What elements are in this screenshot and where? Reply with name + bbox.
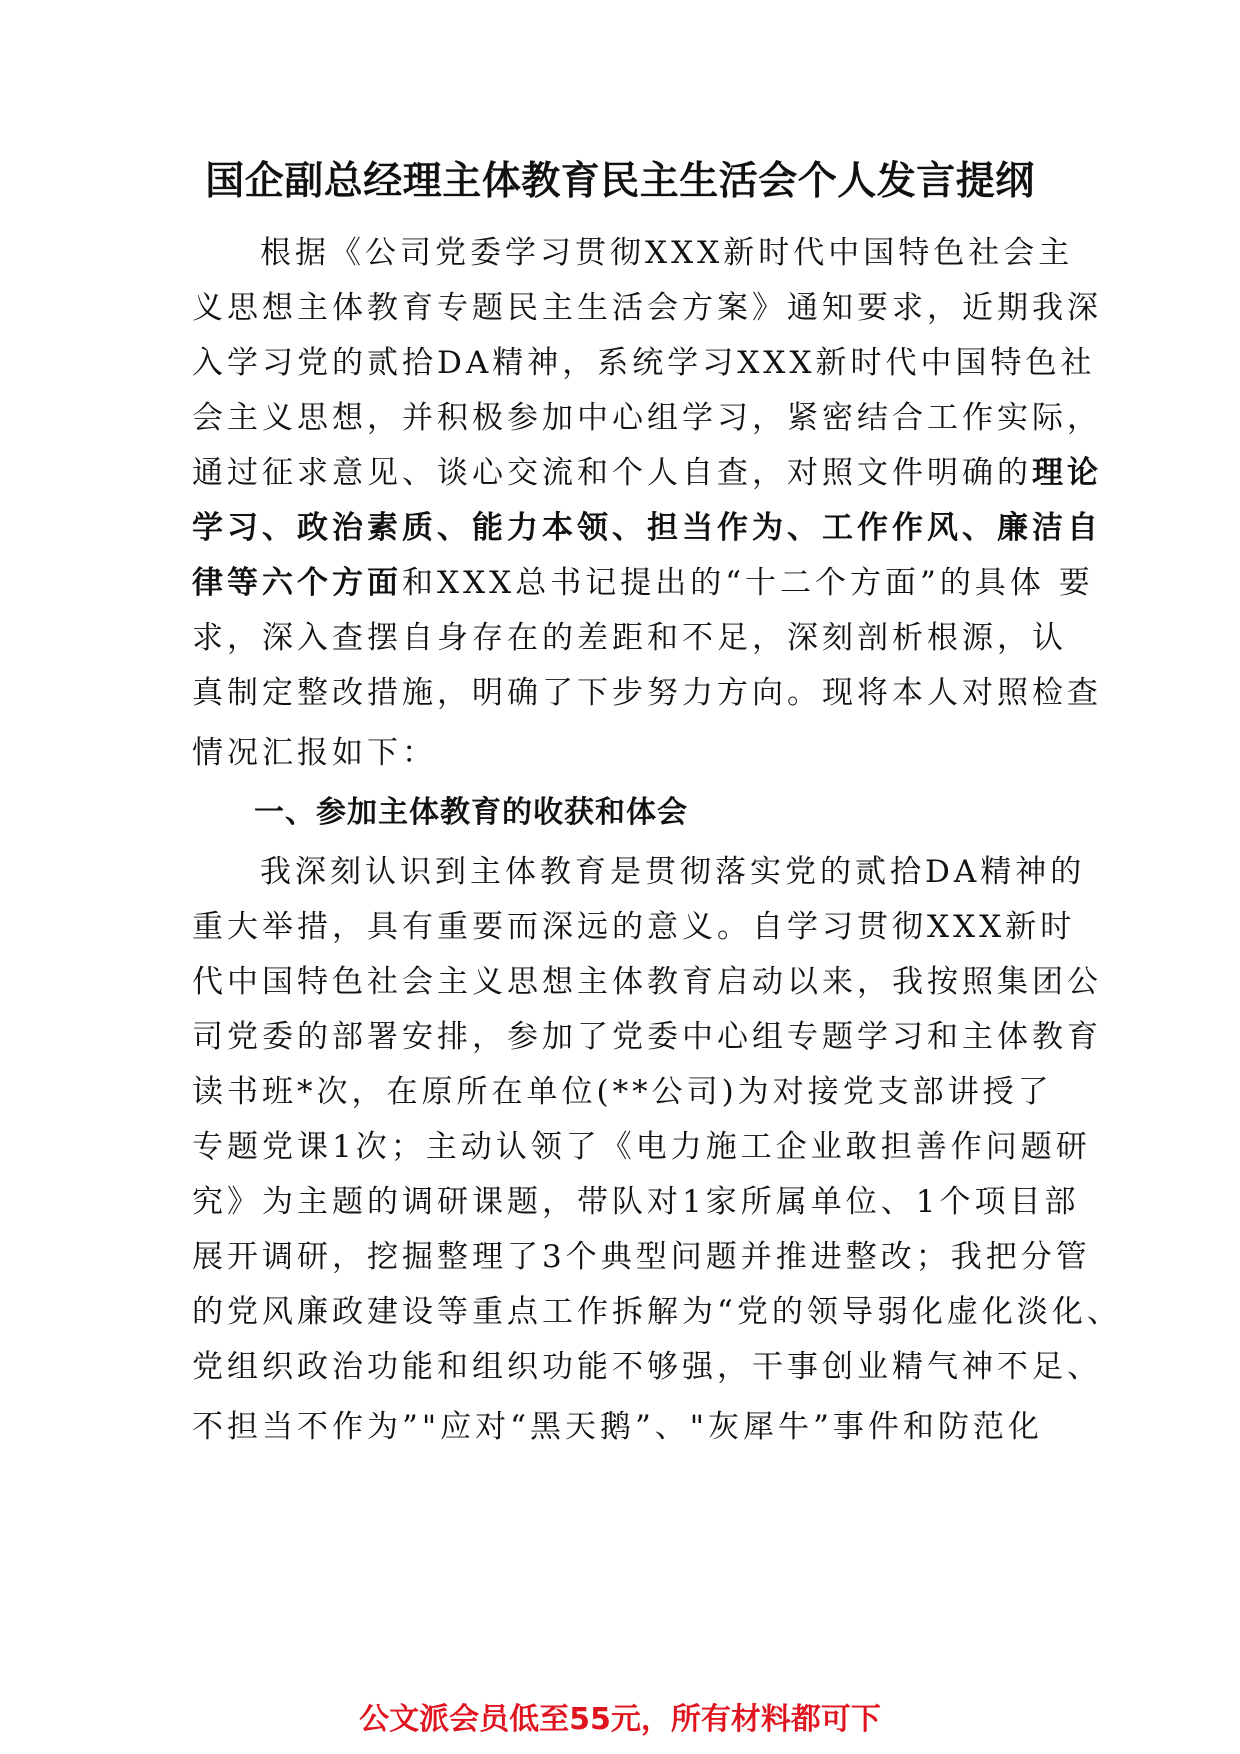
- text-line: 司党委的部署安排，参加了党委中心组专题学习和主体教育: [192, 1019, 1102, 1055]
- text-line: 读书班*次，在原所在单位(**公司)为对接党支部讲授了: [192, 1074, 1053, 1110]
- text-line: 入学习党的贰拾DA精神，系统学习XXX新时代中国特色社: [192, 345, 1096, 381]
- text-line: 重大举措，具有重要而深远的意义。自学习贯彻XXX新时: [192, 909, 1076, 945]
- emphasis-text: 律等六个方面: [192, 565, 402, 601]
- emphasis-line: 学习、政治素质、能力本领、担当作为、工作作风、廉洁自: [192, 510, 1102, 546]
- document-title: 国企副总经理主体教育民主生活会个人发言提纲: [205, 159, 1035, 204]
- text-line: 展开调研，挖掘整理了3个典型问题并推进整改；我把分管: [192, 1239, 1091, 1275]
- emphasis-text: 理论: [1032, 455, 1102, 491]
- text-line: 我深刻认识到主体教育是贯彻落实党的贰拾DA精神的: [260, 854, 1086, 890]
- text-line: 情况汇报如下：: [192, 735, 437, 771]
- text-line: 会主义思想，并积极参加中心组学习，紧密结合工作实际，: [192, 400, 1102, 436]
- section-heading: 一、参加主体教育的收获和体会: [254, 795, 688, 830]
- text-line: 求，深入查摆自身存在的差距和不足，深刻剖析根源，认: [192, 620, 1067, 656]
- text-line: 究》为主题的调研课题，带队对1家所属单位、1个项目部: [192, 1184, 1080, 1220]
- text-line: [192, 557, 1094, 602]
- text-line: 不担当不作为”"应对“黑天鹅”、"灰犀牛”事件和防范化: [192, 1409, 1043, 1445]
- text-line: 党组织政治功能和组织功能不够强，干事创业精气神不足、: [192, 1349, 1102, 1385]
- text-line: 根据《公司党委学习贯彻XXX新时代中国特色社会主: [260, 235, 1074, 271]
- text-line: [192, 447, 1102, 492]
- text-line: 专题党课1次；主动认领了《电力施工企业敢担善作问题研: [192, 1129, 1091, 1165]
- text-line: 的党风廉政建设等重点工作拆解为“党的领导弱化虚化淡化、: [192, 1294, 1122, 1330]
- text-run: 和XXX总书记提出的“十二个方面”的具体 要: [402, 565, 1094, 601]
- promo-footer: 公文派会员低至55元，所有材料都可下: [359, 1702, 881, 1737]
- text-run: 通过征求意见、谈心交流和个人自查，对照文件明确的: [192, 455, 1032, 491]
- text-line: 真制定整改措施，明确了下步努力方向。现将本人对照检查: [192, 675, 1102, 711]
- text-line: 义思想主体教育专题民主生活会方案》通知要求，近期我深: [192, 290, 1102, 326]
- text-line: 代中国特色社会主义思想主体教育启动以来，我按照集团公: [192, 964, 1102, 1000]
